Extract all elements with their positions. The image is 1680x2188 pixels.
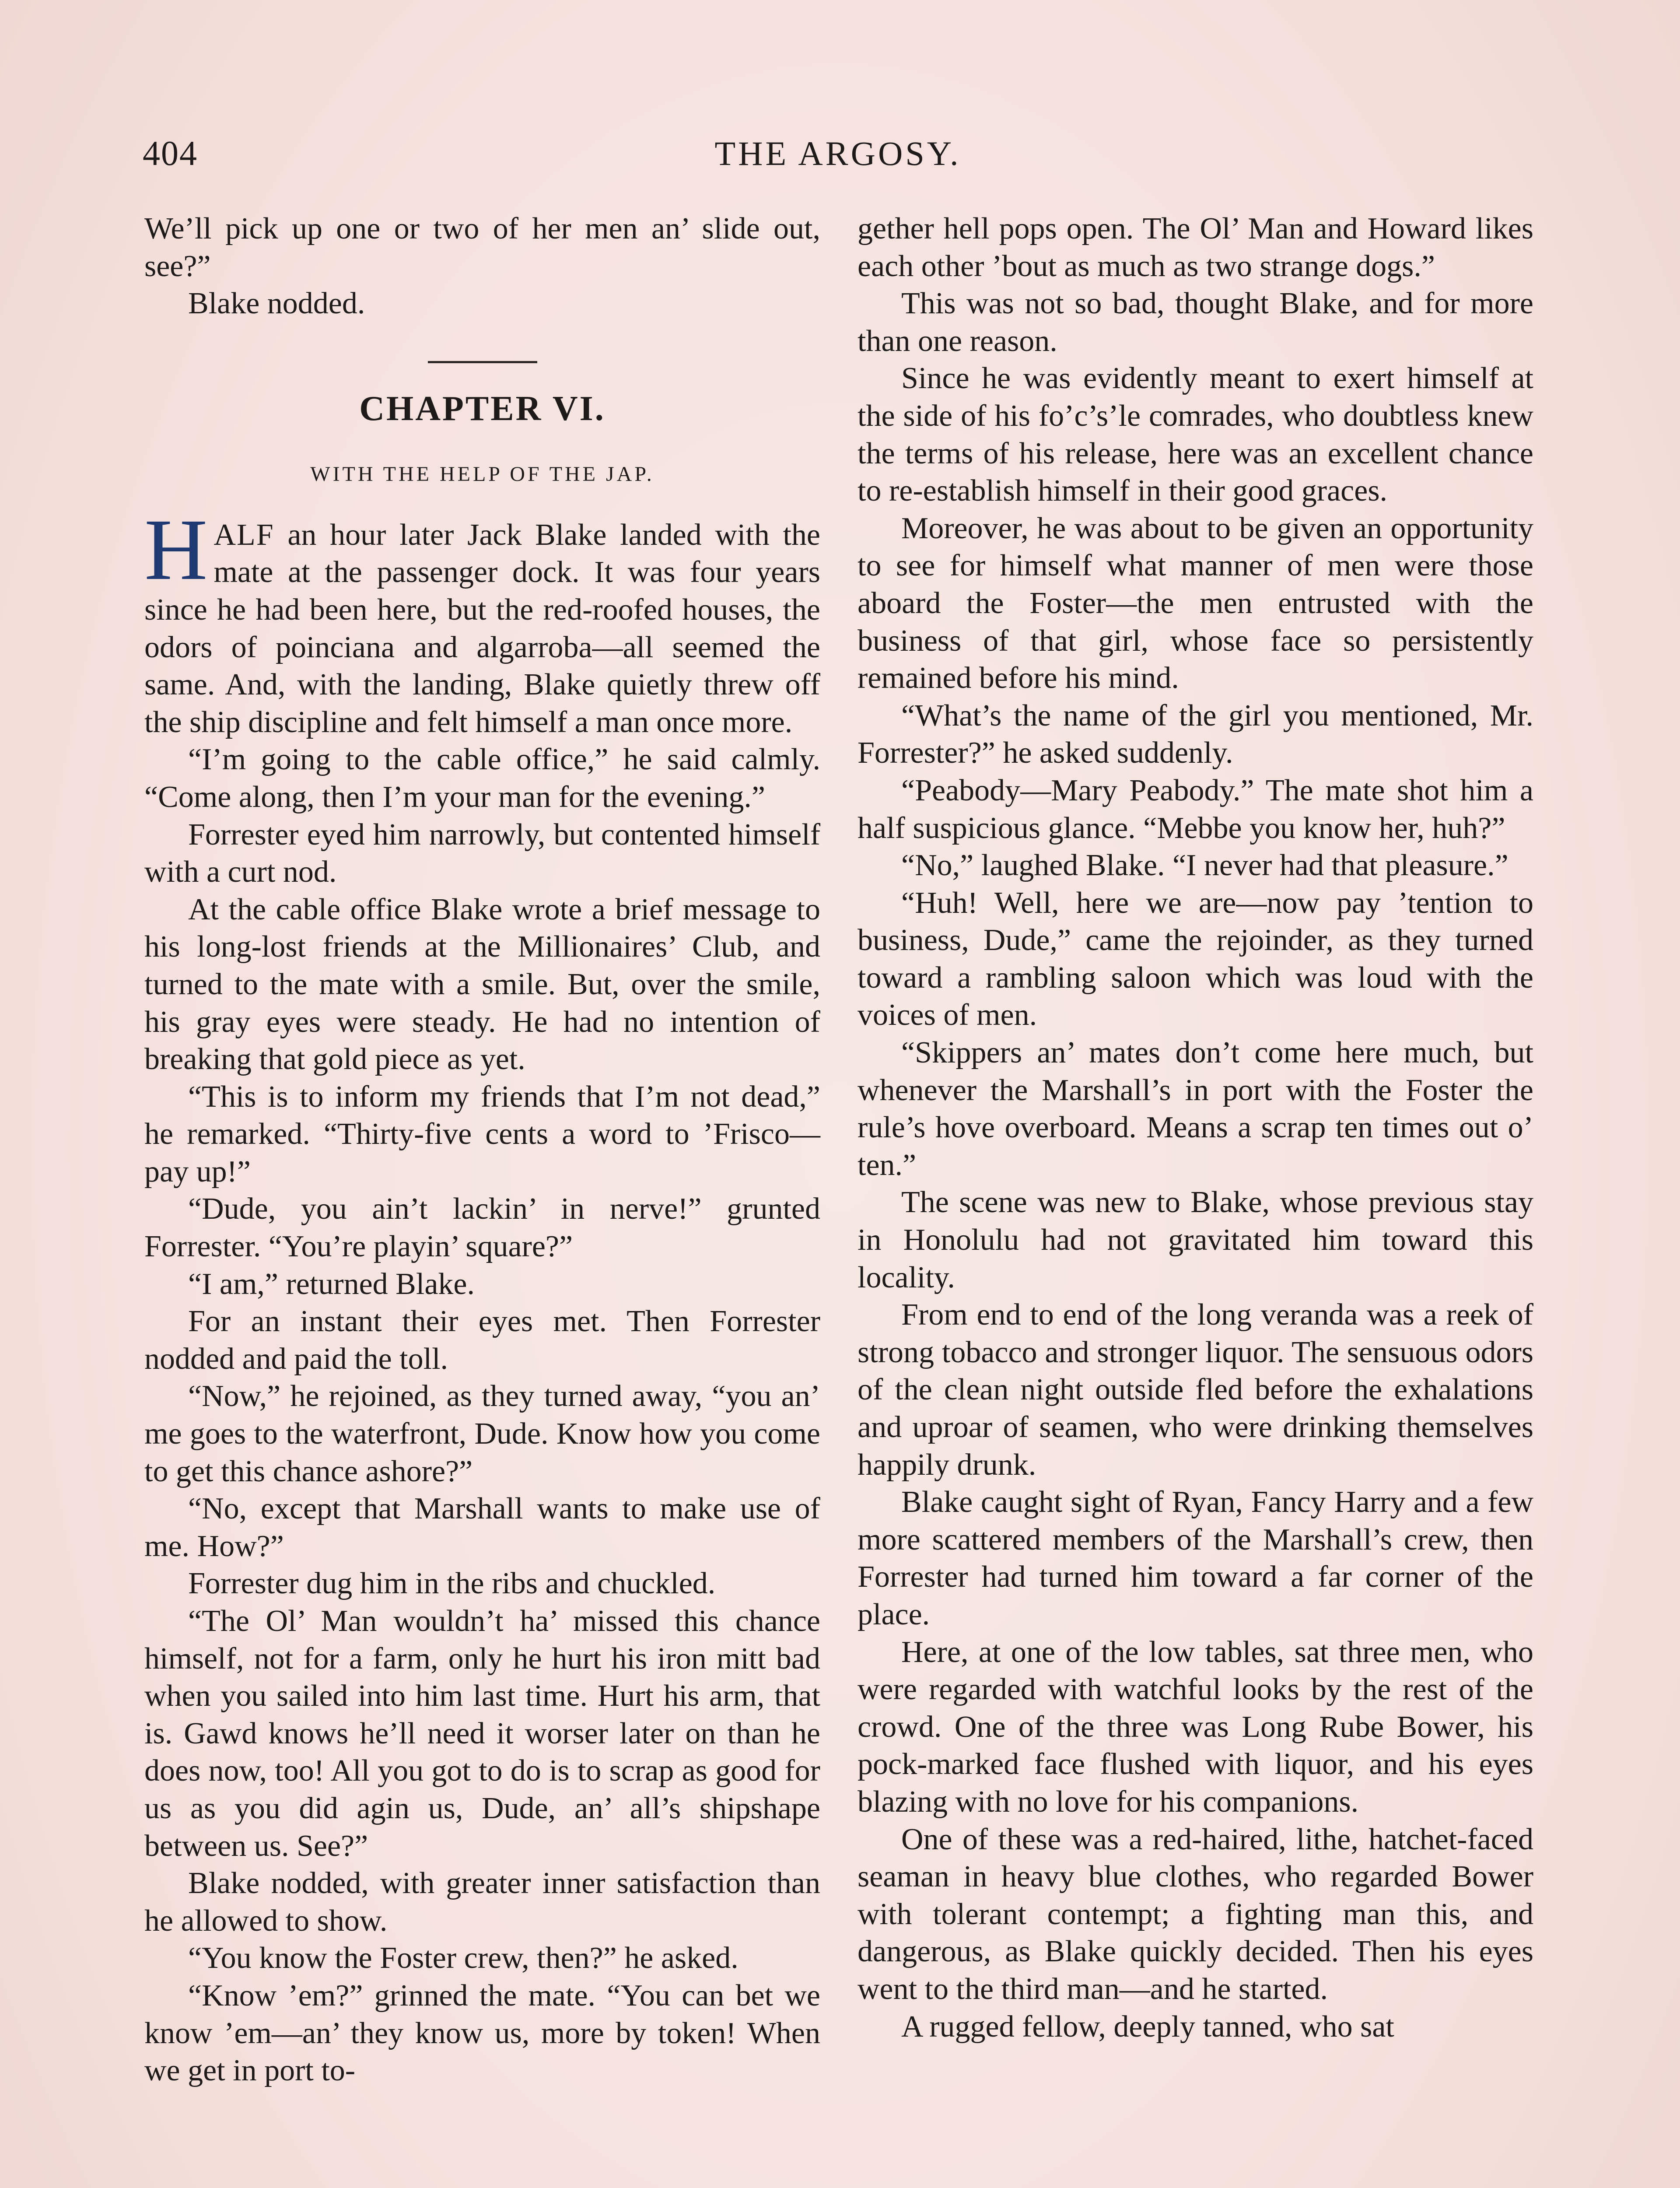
- chapter-subtitle: WITH THE HELP OF THE JAP.: [310, 462, 654, 486]
- paragraph: The scene was new to Blake, whose previous stay in Honolulu had not gravitated him toward this locality.: [858, 1185, 1533, 1294]
- drop-cap-letter: H: [144, 501, 208, 598]
- paragraph: “Huh! Well, here we are—now pay ’tention to business, Dude,” came the rejoinder, as they turned toward a rambling saloon which was loud with the voices of men.: [858, 886, 1533, 1032]
- running-title: THE ARGOSY.: [714, 134, 961, 172]
- opening-paragraph-text: an hour later Jack Blake landed with the mate at the passenger dock. It was four years since he had been here, but the red-roofed houses, the odors of poinciana and algarroba—all seemed the same. And, with the landing, Blake quietly threw off the ship discipline and felt himself a man once more.: [144, 518, 820, 739]
- opening-paragraph: [144, 501, 820, 741]
- page-header: [143, 130, 1533, 178]
- paragraph: At the cable office Blake wrote a brief message to his long-lost friends at the Millionaires’ Club, and turned to the mate with a smile. But, over the smile, his gray eyes were steady. He had no intention of breaking that gold piece as yet.: [144, 892, 820, 1076]
- paragraph: “This is to inform my friends that I’m not dead,” he remarked. “Thirty-five cents a word to ’Frisco—pay up!”: [144, 1080, 820, 1189]
- paragraph: Forrester dug him in the ribs and chuckled.: [188, 1567, 716, 1601]
- page-number: 404: [143, 134, 198, 173]
- paragraph: “The Ol’ Man wouldn’t ha’ missed this chance himself, not for a farm, only he hurt his iron mitt bad when you sailed into him last time. Hurt his arm, that is. Gawd knows he’ll need it worser later on than he does now, too! All you got to do is to scrap as good for us as you did agin us, Dude, an’ all’s shipshape between us. See?”: [144, 1604, 820, 1863]
- paragraph: “You know the Foster crew, then?” he asked.: [188, 1941, 738, 1975]
- paragraph: “Skippers an’ mates don’t come here much, but whenever the Marshall’s in port with the Foster the rule’s hove overboard. Means a scrap ten times out o’ ten.”: [858, 1036, 1533, 1182]
- paragraph: Blake caught sight of Ryan, Fancy Harry and a few more scattered members of the Marshall’s crew, then Forrester had turned him toward a far corner of the place.: [858, 1485, 1533, 1631]
- paragraph: “No, except that Marshall wants to make use of me. How?”: [144, 1492, 820, 1563]
- chapter-divider-rule: [428, 361, 537, 363]
- paragraph: For an instant their eyes met. Then Forrester nodded and paid the toll.: [144, 1304, 820, 1376]
- paragraph: Here, at one of the low tables, sat three men, who were regarded with watchful looks by the rest of the crowd. One of the three was Long Rube Bower, his pock-marked face flushed with liquor, and his eyes blazing with no love for his companions.: [858, 1635, 1533, 1819]
- chapter-title: CHAPTER VI.: [359, 389, 606, 428]
- left-column: [144, 210, 820, 2090]
- paragraph: “Now,” he rejoined, as they turned away, “you an’ me goes to the waterfront, Dude. Know how you come to get this chance ashore?”: [144, 1379, 820, 1488]
- paragraph: From end to end of the long veranda was a reek of strong tobacco and stronger liquor. The sensuous odors of the clean night outside fled before the exhalations and uproar of seamen, who were drinking themselves happily drunk.: [858, 1298, 1533, 1482]
- paragraph: A rugged fellow, deeply tanned, who sat: [901, 2009, 1394, 2044]
- paragraph: One of these was a red-haired, lithe, hatchet-faced seaman in heavy blue clothes, who regarded Bower with tolerant contempt; a fighting man this, and dangerous, as Blake quickly decided. Then his eyes went to the third man—and he started.: [858, 1822, 1533, 2006]
- paragraph: Since he was evidently meant to exert himself at the side of his fo’c’s’le comrades, who doubtless knew the terms of his release, here was an excellent chance to re-establish himself in their good graces.: [858, 361, 1533, 508]
- paragraph: “No,” laughed Blake. “I never had that pleasure.”: [901, 849, 1508, 883]
- paragraph-continuation: gether hell pops open. The Ol’ Man and Howard likes each other ’bout as much as two strange dogs.”: [858, 212, 1533, 283]
- paragraph: “Peabody—Mary Peabody.” The mate shot him a half suspicious glance. “Mebbe you know her, huh?”: [858, 773, 1533, 845]
- lead-in-caps: ALF: [214, 518, 274, 552]
- paragraph: “I am,” returned Blake.: [188, 1267, 475, 1301]
- paragraph: Moreover, he was about to be given an opportunity to see for himself what manner of men were those aboard the Foster—the men entrusted with the business of that girl, whose face so persistently remained before his mind.: [858, 511, 1533, 695]
- paragraph: This was not so bad, thought Blake, and for more than one reason.: [858, 287, 1533, 358]
- paragraph: Blake nodded, with greater inner satisfaction than he allowed to show.: [144, 1866, 820, 1938]
- right-column: [858, 210, 1533, 2045]
- paragraph: Forrester eyed him narrowly, but contented himself with a curt nod.: [144, 817, 820, 889]
- paragraph: We’ll pick up one or two of her men an’ slide out, see?”: [144, 212, 820, 283]
- paragraph: “What’s the name of the girl you mentioned, Mr. Forrester?” he asked suddenly.: [858, 698, 1533, 770]
- paragraph: “Dude, you ain’t lackin’ in nerve!” grunted Forrester. “You’re playin’ square?”: [144, 1192, 820, 1264]
- paragraph: “I’m going to the cable office,” he said calmly. “Come along, then I’m your man for the evening.”: [144, 743, 820, 814]
- paragraph: Blake nodded.: [188, 287, 365, 321]
- paragraph: “Know ’em?” grinned the mate. “You can bet we know ’em—an’ they know us, more by token! When we get in port to-: [144, 1978, 820, 2088]
